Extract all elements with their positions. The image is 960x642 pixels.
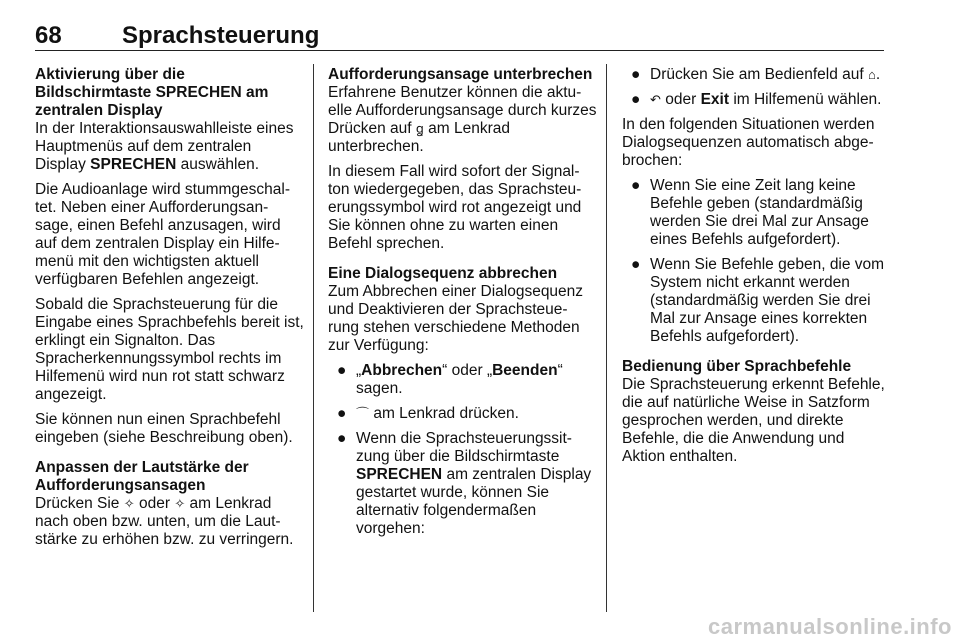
- list-item: ● „Abbrechen“ oder „Beenden“ sagen.: [337, 362, 563, 397]
- page-title: Sprachsteuerung: [122, 22, 320, 49]
- column-1: [35, 66, 305, 556]
- paragraph: Erfahrene Benutzer können die aktu-elle Aufforderungsansage durch kurzes Drücken auf ꬶ am Lenkrad unterbrechen.: [328, 84, 597, 155]
- paragraph: In diesem Fall wird sofort der Signal-ton wiedergegeben, das Sprachsteu-erungssymbol wird rot angezeigt und Sie können ohne zu warten einen Befehl sprechen.: [328, 163, 582, 252]
- volume-up-icon: ✧: [123, 496, 135, 511]
- list-item: ● Wenn Sie Befehle geben, die vom System nicht erkannt werden (standardmäßig werden Sie drei Mal zur Ansage eines korrekten Befehls aufgefordert).: [631, 256, 885, 345]
- voice-control-icon: ꬶ: [415, 121, 424, 136]
- volume-down-icon: ✧: [174, 496, 186, 511]
- section-heading-cancel: Eine Dialogsequenz abbrechen: [328, 265, 558, 282]
- paragraph: Die Audioanlage wird stummgeschal-tet. Neben einer Aufforderungsan-sage, einen Befehl anzusagen, wird auf dem zentralen Display ein Hilfe-menü mit den wichtigsten aktuell verfügbaren Befehlen angezeigt.: [35, 181, 291, 288]
- watermark: carmanualsonline.info: [708, 614, 952, 639]
- list-item: ● ⌒ am Lenkrad drücken.: [337, 405, 519, 422]
- section-heading-activation: Aktivierung über die Bildschirmtaste SPRECHEN am zentralen Display: [35, 66, 269, 119]
- back-arrow-icon: ↶: [650, 92, 661, 107]
- paragraph: Sie können nun einen Sprachbefehl eingeben (siehe Beschreibung oben).: [35, 411, 293, 446]
- column-2: [328, 66, 598, 545]
- paragraph: Die Sprachsteuerung erkennt Befehle, die auf natürliche Weise in Satzform gesprochen werden, und direkte Befehle, die die Anwendung und Aktion enthalten.: [622, 376, 885, 465]
- alternative-methods-list: [622, 66, 887, 109]
- column-divider-1: [313, 64, 314, 612]
- paragraph: Drücken Sie ✧ oder ✧ am Lenkrad nach oben bzw. unten, um die Laut-stärke zu erhöhen bzw. zu verringern.: [35, 495, 294, 548]
- phone-hangup-icon: ⌒: [356, 406, 370, 421]
- auto-cancel-list: [622, 177, 887, 346]
- page-number: 68: [35, 22, 62, 49]
- list-item: ● Wenn die Sprachsteuerungssit-zung über die Bildschirmtaste SPRECHEN am zentralen Display gestartet wurde, können Sie alternativ folgendermaßen vorgehen:: [337, 430, 592, 537]
- section-heading-interrupt: Aufforderungsansage unterbrechen: [328, 66, 593, 83]
- column-3: [622, 66, 887, 473]
- paragraph: Sobald die Sprachsteuerung für die Eingabe eines Sprachbefehls bereit ist, erklingt ein Signalton. Das Spracherkennungssymbol rechts im Hilfemenü wird nun rot statt schwarz angezeigt.: [35, 296, 304, 403]
- cancel-methods-list: [328, 362, 598, 538]
- section-heading-volume: Anpassen der Lautstärke der Aufforderungsansagen: [35, 459, 249, 494]
- section-heading-voice-commands: Bedienung über Sprachbefehle: [622, 358, 852, 375]
- header-rule: [35, 50, 884, 51]
- list-item: ● Wenn Sie eine Zeit lang keine Befehle geben (standardmäßig werden Sie drei Mal zur Ansage eines Befehls aufgefordert).: [631, 177, 869, 248]
- home-icon: ⌂: [868, 67, 876, 82]
- column-divider-2: [606, 64, 607, 612]
- paragraph: Zum Abbrechen einer Dialogsequenz und Deaktivieren der Sprachsteue-rung stehen verschiedene Methoden zur Verfügung:: [328, 283, 584, 354]
- list-item: ● ↶ oder Exit im Hilfemenü wählen.: [631, 91, 882, 108]
- paragraph: In der Interaktionsauswahlleiste eines Hauptmenüs auf dem zentralen Display SPRECHEN auswählen.: [35, 120, 294, 173]
- list-item: ● Drücken Sie am Bedienfeld auf ⌂.: [631, 66, 881, 83]
- paragraph: In den folgenden Situationen werden Dialogsequenzen automatisch abge-brochen:: [622, 116, 875, 169]
